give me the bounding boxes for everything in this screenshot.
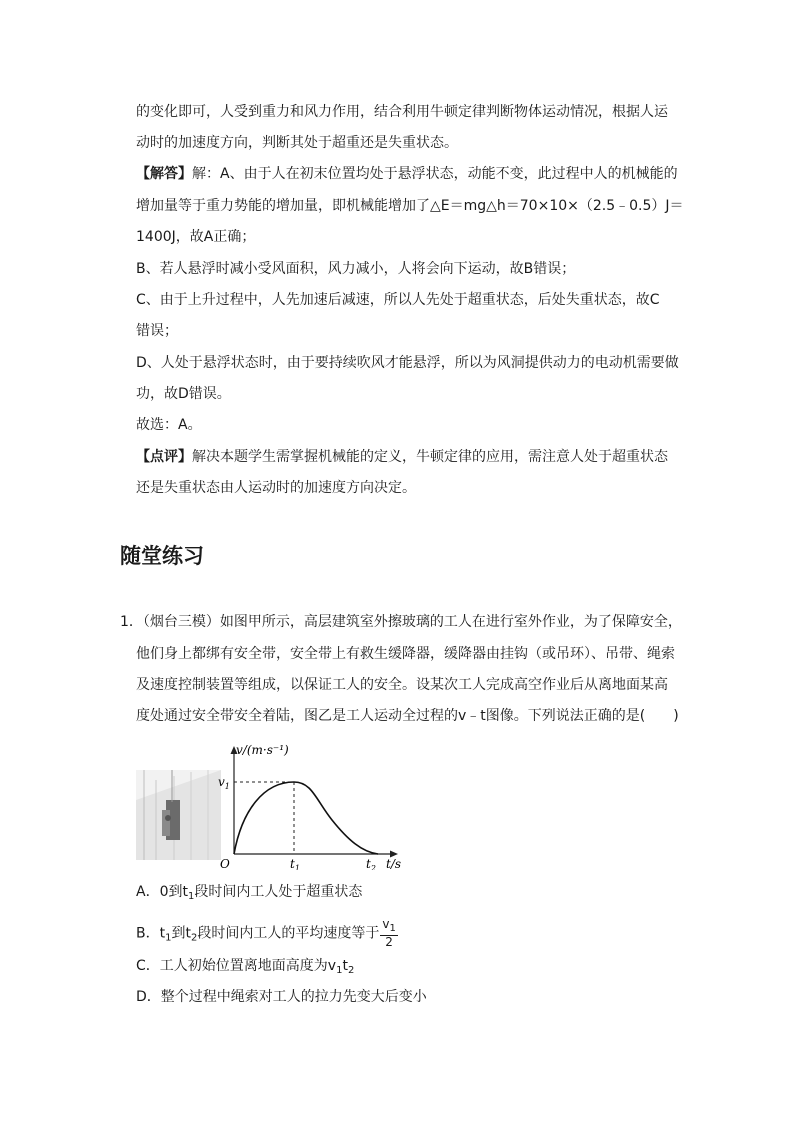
fraction-numerator-sub: 1 [389,923,396,934]
option-c [136,958,354,979]
origin-label: O [220,857,230,870]
answer-text-1: 解：A、由于人在初末位置均处于悬浮状态，动能不变，此过程中人的机械能的 [192,166,678,182]
t2-label: $t_2$ [366,857,376,870]
velocity-curve [234,782,378,854]
answer-d-1: D、人处于悬浮状态时，由于要持续吹风才能悬浮，所以为风洞提供动力的电动机需要做 [136,355,679,371]
option-d: D．整个过程中绳索对工人的拉力先变大后变小 [136,989,427,1005]
answer-line-3: 1400J，故A正确； [136,229,256,245]
figure-svg [136,740,406,870]
option-c-sub1: 1 [336,965,343,976]
option-a [136,884,362,905]
option-a-post: 段时间内工人处于超重状态 [194,884,363,900]
answer-line-1 [136,166,676,182]
answer-b: B、若人悬浮时减小受风面积，风力减小，人将会向下运动，故B错误； [136,261,576,277]
answer-d-2: 功，故D错误。 [136,386,231,402]
y-axis-label: v/(m·s⁻¹) [236,743,289,757]
worker-photo [136,770,221,860]
analysis-line-2: 动时的加速度方向，判断其处于超重还是失重状态。 [136,135,458,151]
option-c-sub2: 2 [347,965,355,976]
answer-line-2: 增加量等于重力势能的增加量，即机械能增加了△E＝mg△h＝70×10×（2.5﹣0.5）J＝ [136,198,684,214]
question-figure [136,740,406,870]
answer-tag: 【解答】 [136,166,192,182]
comment-text-1: 解决本题学生需掌握机械能的定义，牛顿定律的应用，需注意人处于超重状态 [192,449,668,465]
vt-graph [218,743,401,870]
option-b-pre: B．t [136,925,166,942]
option-c-mid: t [342,958,348,974]
comment-tag: 【点评】 [136,449,192,465]
option-b-sub1: 1 [165,932,172,944]
option-b-post: 段时间内工人的平均速度等于 [197,925,380,942]
comment-line-1 [136,449,676,465]
answer-choice: 故选：A。 [136,417,202,433]
option-a-sub: 1 [187,891,195,902]
question-line-2: 他们身上都绑有安全带，安全带上有救生缓降器，缓降器由挂钩（或吊环）、吊带、绳索 [136,646,675,662]
option-c-pre: C．工人初始位置离地面高度为v [136,958,337,974]
analysis-line-1: 的变化即可，人受到重力和风力作用，结合利用牛顿定律判断物体运动情况，根据人运 [136,104,668,120]
fraction-denominator: 2 [385,935,393,949]
x-axis-label: t/s [386,857,402,870]
question-line-4: 度处通过安全带安全着陆，图乙是工人运动全过程的v﹣t图像。下列说法正确的是( ) [136,708,679,724]
option-b-mid: 到t [171,925,191,942]
question-line-1: 1．（烟台三模）如图甲所示，高层建筑室外擦玻璃的工人在进行室外作业，为了保障安全， [120,614,682,630]
question-line-3: 及速度控制装置等组成，以保证工人的安全。设某次工人完成高空作业后从离地面某高 [136,677,668,693]
section-title: 随堂练习 [120,544,204,568]
option-a-pre: A．0到t [136,884,188,900]
option-b-sub2: 2 [190,932,198,944]
option-b-fraction [380,918,397,949]
t1-label: $t_1$ [290,857,300,870]
v1-label: $v_1$ [218,775,230,791]
fraction-numerator: v [382,917,390,931]
option-b [136,918,398,949]
answer-c-1: C、由于上升过程中，人先加速后减速，所以人先处于超重状态，后处失重状态，故C [136,292,660,308]
answer-c-2: 错误； [136,323,178,339]
comment-line-2: 还是失重状态由人运动时的加速度方向决定。 [136,480,416,496]
